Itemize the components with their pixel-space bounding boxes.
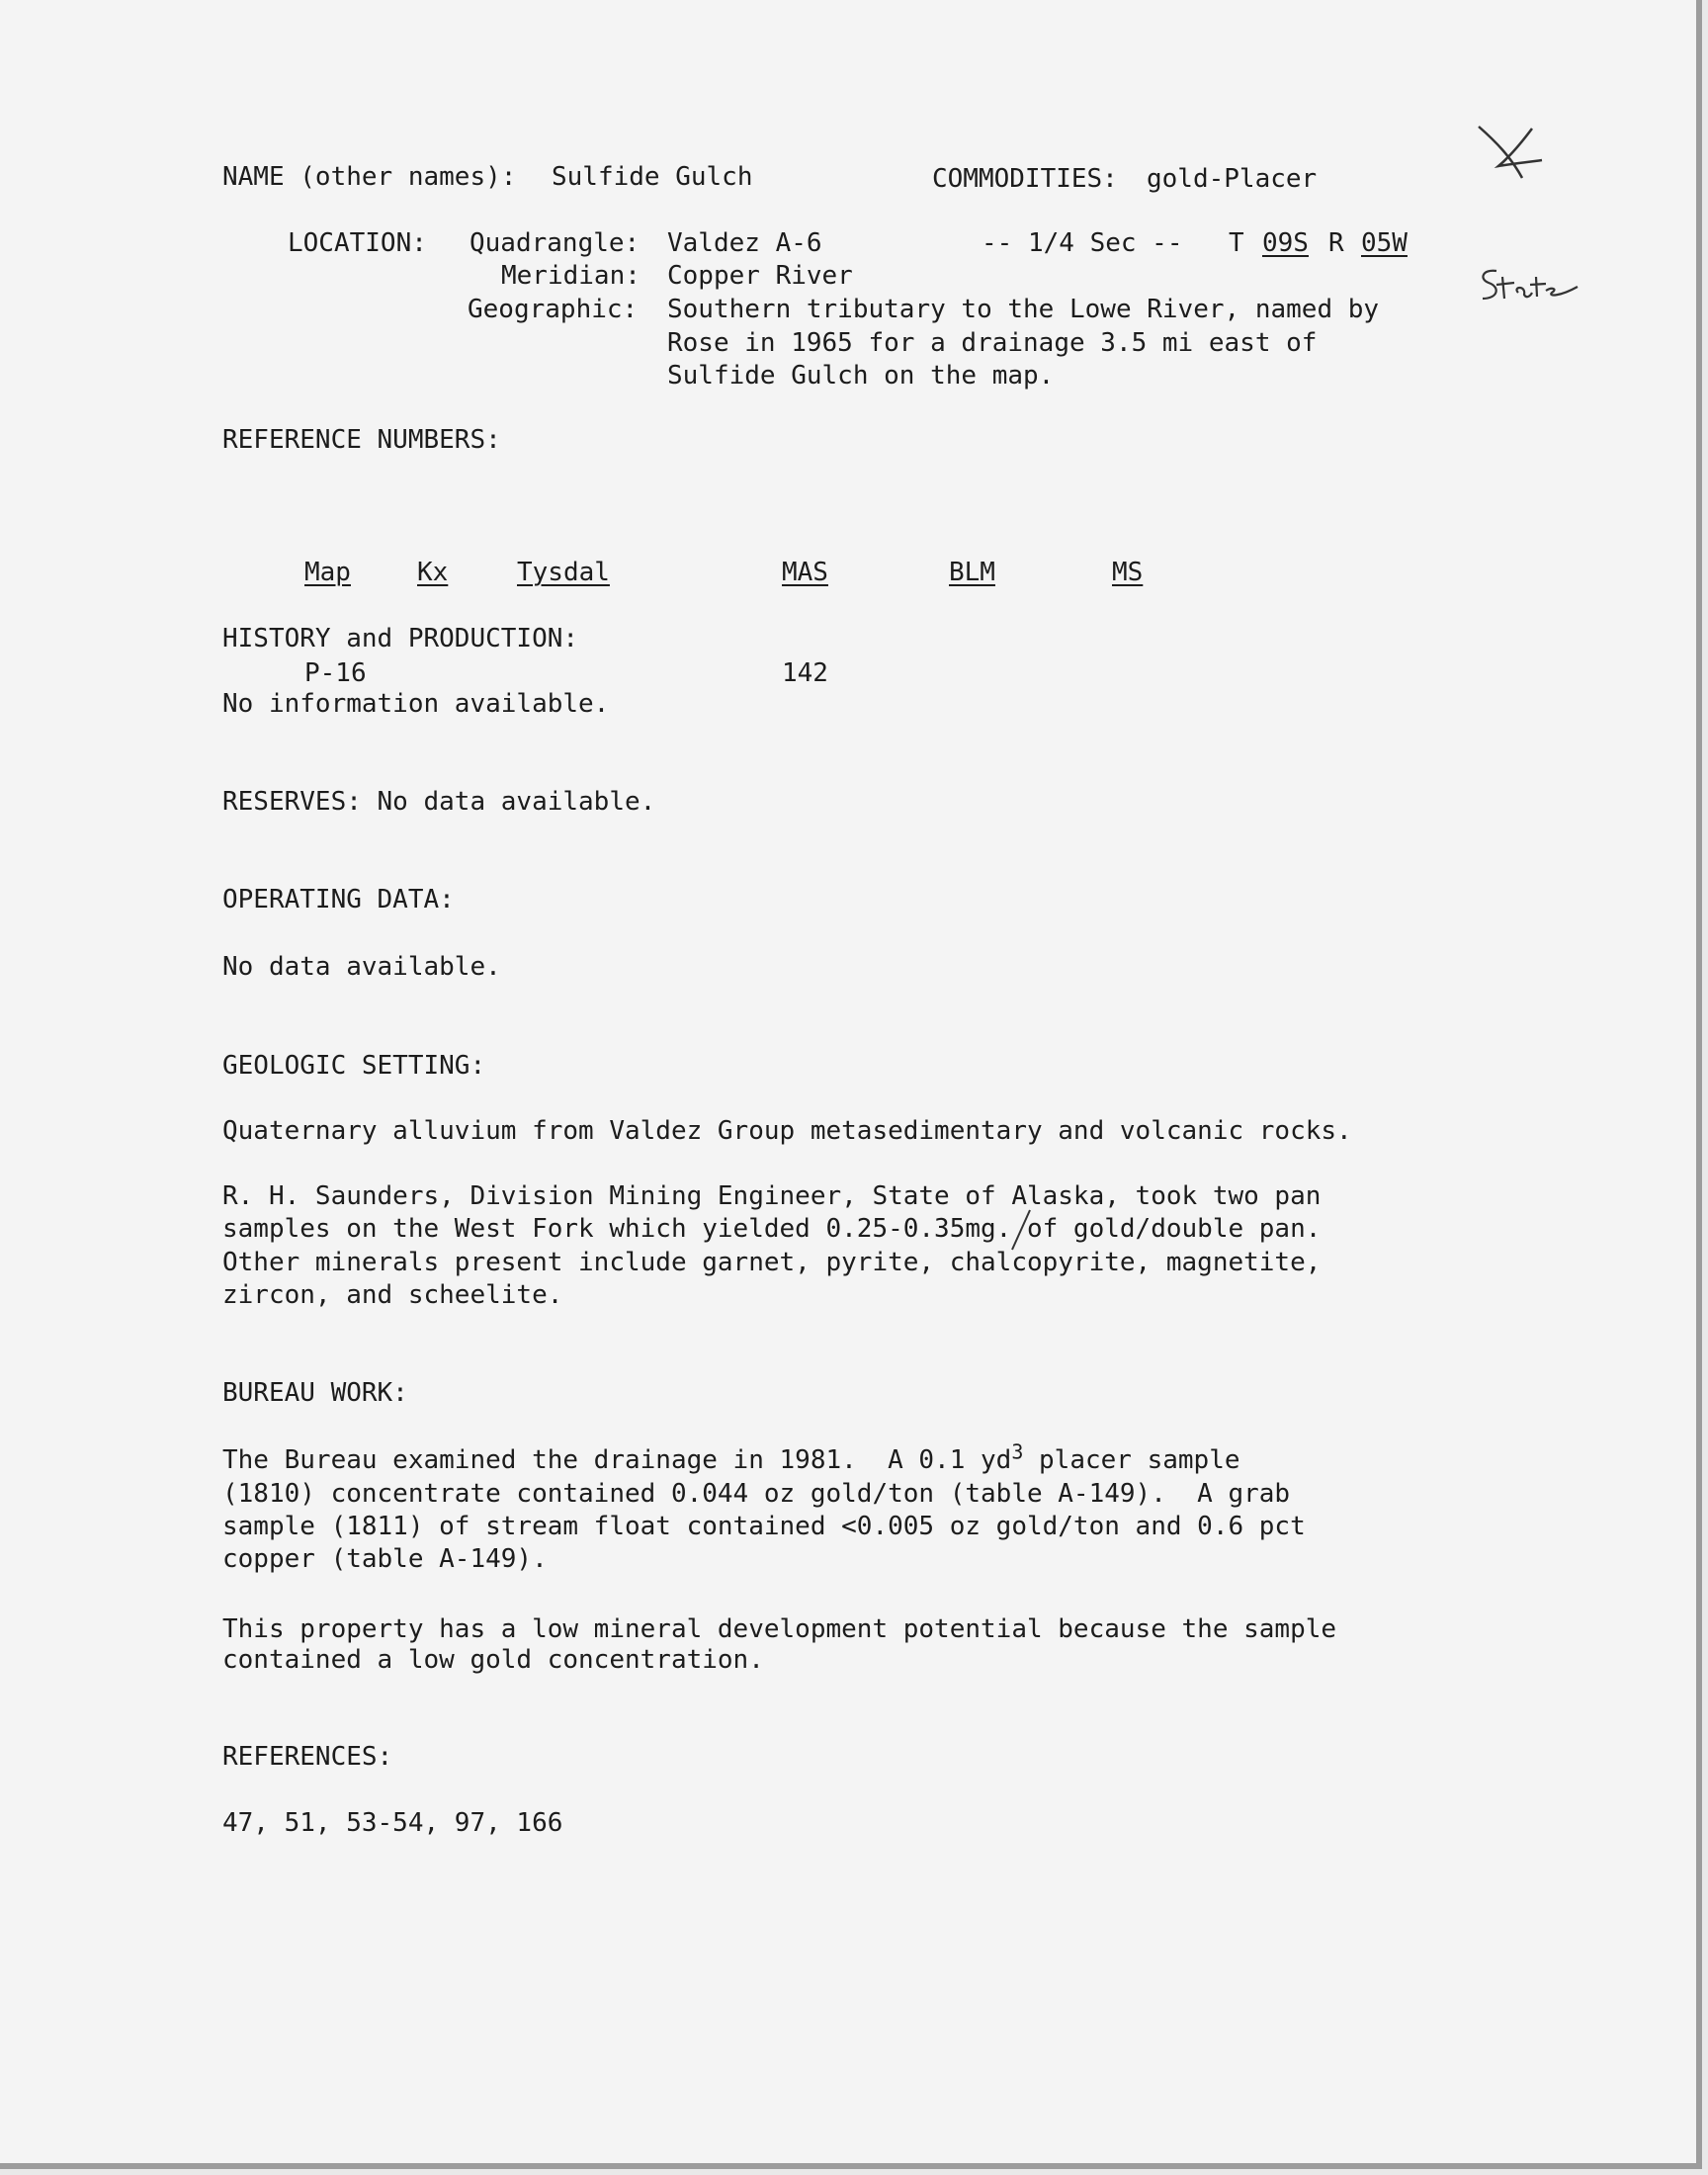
ref-col-ms (1112, 488, 1174, 656)
ref-label-ms: MS (1112, 558, 1144, 587)
name-value: Sulfide Gulch (552, 162, 753, 192)
ref-col-mas (782, 488, 844, 757)
quadrangle-label: Quadrangle: (470, 228, 640, 258)
bureau-heading: BUREAU WORK: (222, 1378, 408, 1408)
geologic-line-1: Quaternary alluvium from Valdez Group metasedimentary and volcanic rocks. (222, 1116, 1352, 1146)
bureau-p1-line-4: copper (table A-149). (222, 1544, 548, 1574)
quadrangle-value: Valdez A-6 (667, 228, 822, 258)
geographic-line-1: Southern tributary to the Lowe River, named by (667, 295, 1380, 324)
geographic-line-3: Sulfide Gulch on the map. (667, 361, 1055, 391)
bureau-p1-line-3: sample (1811) of stream float contained <0.005 oz gold/ton and 0.6 pct (222, 1512, 1306, 1541)
bureau-p1-line-2: (1810) concentrate contained 0.044 oz gold/ton (table A-149). A grab (222, 1479, 1291, 1509)
ref-label-mas: MAS (782, 558, 828, 587)
bureau-p1-line-1 (222, 1439, 1240, 1477)
ref-col-blm (949, 488, 1011, 656)
ref-value-map: P-16 (304, 658, 367, 688)
geologic-heading: GEOLOGIC SETTING: (222, 1051, 486, 1081)
geologic-para2-line-3: Other minerals present include garnet, pyrite, chalcopyrite, magnetite, (222, 1248, 1322, 1277)
section-text: -- 1/4 Sec -- (982, 228, 1183, 258)
geographic-label: Geographic: (468, 295, 639, 324)
references-text: 47, 51, 53-54, 97, 166 (222, 1808, 563, 1838)
commodities-value: gold-Placer (1147, 164, 1318, 194)
commodities-label: COMMODITIES: (932, 164, 1118, 194)
reference-numbers-heading: REFERENCE NUMBERS: (222, 425, 501, 455)
geologic-para2-line-4: zircon, and scheelite. (222, 1280, 563, 1310)
ref-label-map: Map (304, 558, 351, 587)
bureau-p2-line-2: contained a low gold concentration. (222, 1645, 764, 1675)
history-heading: HISTORY and PRODUCTION: (222, 624, 579, 653)
bureau-p1-line-1-a: The Bureau examined the drainage in 1981. A 0.1 yd (222, 1445, 1012, 1475)
geographic-line-2: Rose in 1965 for a drainage 3.5 mi east of (667, 328, 1318, 358)
history-text: No information available. (222, 689, 610, 719)
location-label: LOCATION: (288, 228, 427, 258)
meridian-value: Copper River (667, 261, 853, 291)
ref-value-mas: 142 (782, 658, 828, 688)
geologic-para2-line-1: R. H. Saunders, Division Mining Engineer, State of Alaska, took two pan (222, 1181, 1322, 1211)
operating-text: No data available. (222, 952, 501, 982)
bureau-p1-line-1-b: placer sample (1023, 1445, 1240, 1475)
range-prefix: R (1328, 228, 1344, 258)
range-value: 05W (1361, 228, 1408, 258)
bureau-superscript: 3 (1011, 1439, 1024, 1464)
references-heading: REFERENCES: (222, 1742, 393, 1772)
ref-label-blm: BLM (949, 558, 995, 587)
handwritten-state-note (1475, 263, 1583, 312)
reserves-text: RESERVES: No data available. (222, 787, 656, 817)
operating-heading: OPERATING DATA: (222, 885, 455, 914)
bureau-p2-line-1: This property has a low mineral development potential because the sample (222, 1614, 1337, 1644)
handwritten-x-mark (1471, 117, 1550, 186)
geologic-para2-line-2: samples on the West Fork which yielded 0.25-0.35mg. of gold/double pan. (222, 1214, 1322, 1244)
township-value: 09S (1262, 228, 1309, 258)
meridian-label: Meridian: (501, 261, 640, 291)
name-label: NAME (other names): (222, 162, 517, 192)
ref-label-kx: Kx (417, 558, 449, 587)
handwritten-slash-mark (1006, 1208, 1036, 1252)
township-prefix: T (1229, 228, 1244, 258)
ref-label-tysdal: Tysdal (517, 558, 610, 587)
